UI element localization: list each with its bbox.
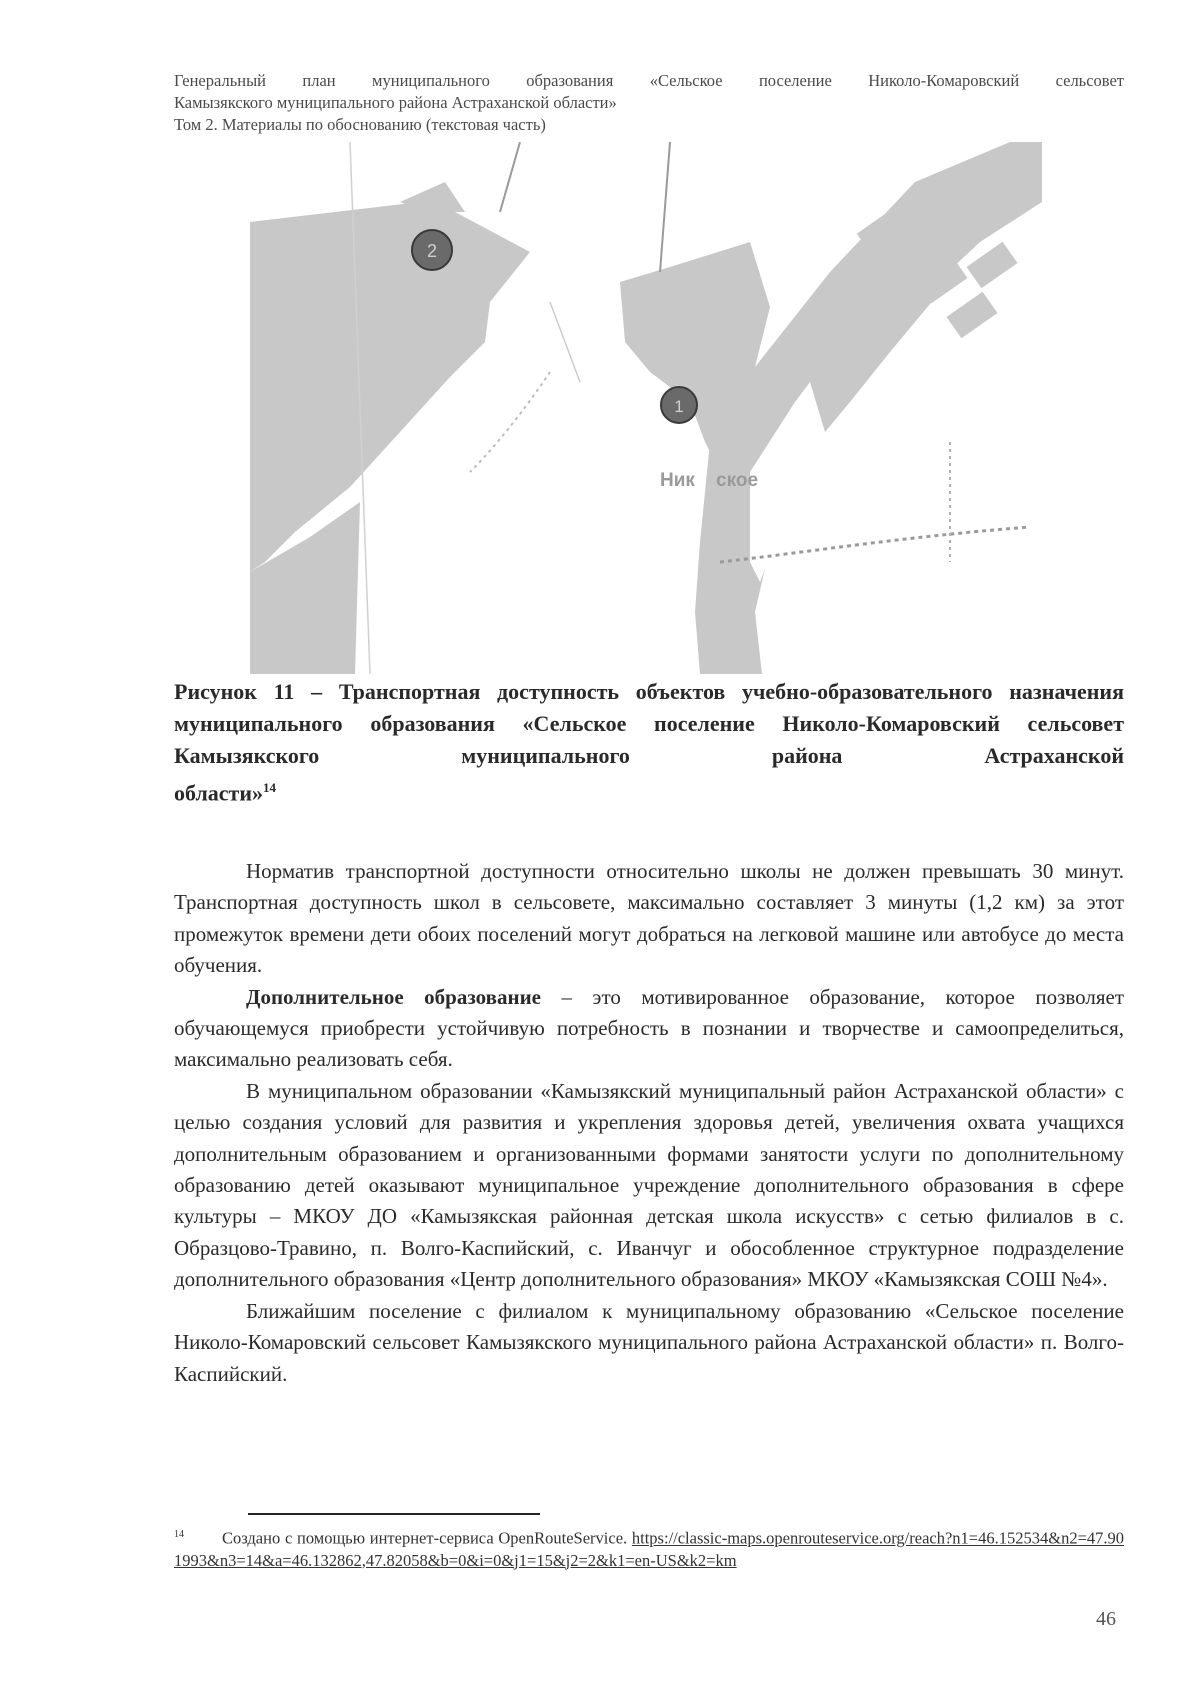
figure-caption xyxy=(174,676,1124,809)
paragraph-2 xyxy=(174,982,1124,1076)
body-text xyxy=(174,856,1124,1390)
paragraph-1: Норматив транспортной доступности относительно школы не должен превышать 30 минут. Транспортная доступность школ в сельсовете, максимально составляет 3 минуты (1,2 км) за этот промежуток времени дети обоих поселений могут добраться на легковой машине или автобусе до места обучения. xyxy=(174,859,1124,978)
header-line-2: Камызякского муниципального района Астраханской области» xyxy=(174,93,617,112)
paragraph-2-bold: Дополнительное образование xyxy=(246,984,541,1009)
caption-footnote-ref: 14 xyxy=(263,780,277,795)
caption-last-line: области»$^{14}$ xyxy=(174,780,277,806)
marker-2 xyxy=(412,230,452,270)
footnote xyxy=(174,1524,1124,1572)
page-header xyxy=(174,70,1124,136)
footnote-link[interactable]: https://classic-maps.openrouteservice.org/reach?n1=46.152534&n2=47.901993&n3=14&a=46.132862,47.82058&b=0&i=0&j1=15&j2=2&k1=en-US&k2=km xyxy=(174,1528,1124,1570)
place-name-label: Ник ское xyxy=(660,470,759,491)
header-line-1: Генеральный план муниципального образования «Сельское поселение Николо-Комаровский сельсовет xyxy=(174,71,1124,90)
page-number: 46 xyxy=(1096,1608,1116,1630)
marker-1-label: 1 xyxy=(674,397,684,416)
paragraph-3: В муниципальном образовании «Камызякский муниципальный район Астраханской области» с целью создания условий для развития и укрепления здоровья детей, увеличения охвата учащихся дополнительным образованием и организованными формами занятости услуги по дополнительному образованию детей оказывают муниципальное учреждение дополнительного образования в сфере культуры – МКОУ ДО «Камызякская районная детская школа искусств» с сетью филиалов в с. Образцово-Травино, п. Волго-Каспийский, с. Иванчуг и обособленное структурное подразделение дополнительного образования «Центр дополнительного образования» МКОУ «Камызякская СОШ №4». xyxy=(174,1078,1124,1292)
map-graphic xyxy=(250,142,1042,674)
paragraph-2-rest: – это мотивированное образование, которое позволяет обучающемуся приобрести устойчивую потребность в познании и творчестве и самоопределиться, максимально реализовать себя. xyxy=(174,984,1124,1072)
paragraph-4: Ближайшим поселение с филиалом к муниципальному образованию «Сельское поселение Николо-Комаровский сельсовет Камызякского муниципального района Астраханской области» п. Волго-Каспийский. xyxy=(174,1298,1124,1386)
header-line-3: Том 2. Материалы по обоснованию (текстовая часть) xyxy=(174,115,546,134)
footnote-number: 14 xyxy=(174,1529,184,1540)
accessibility-map xyxy=(250,142,1042,674)
marker-2-label: 2 xyxy=(426,241,438,261)
footnote-separator xyxy=(248,1513,540,1515)
footnote-text: Создано с помощью интернет-сервиса OpenRouteService. xyxy=(221,1528,632,1548)
marker-1 xyxy=(661,387,697,423)
caption-text: Рисунок 11 – Транспортная доступность объектов учебно-образовательного назначения муниципального образования «Сельское поселение Николо-Комаровский сельсовет Камызякского муниципального района Астраханской xyxy=(174,679,1124,768)
